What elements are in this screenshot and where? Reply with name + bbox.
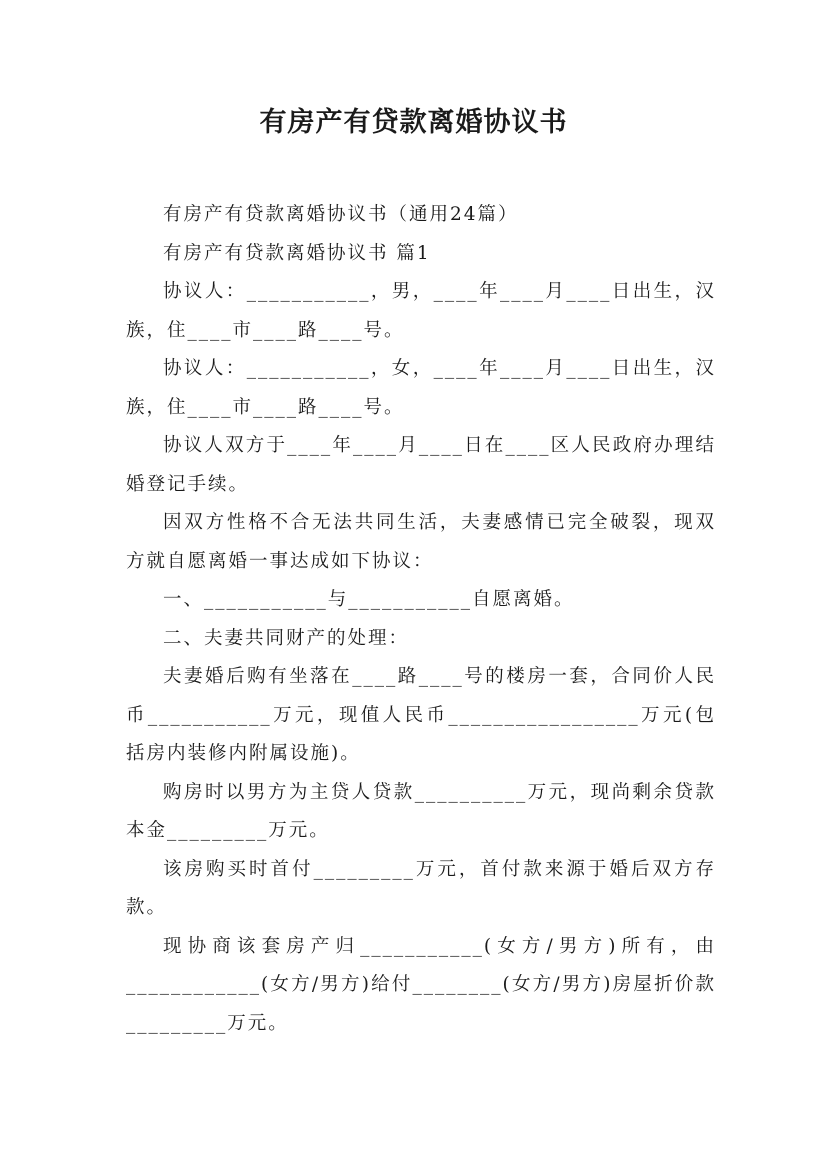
loan-paragraph: 购房时以男方为主贷人贷款__________万元，现尚剩余贷款本金_________万元。	[126, 781, 716, 841]
clause-one: 一、___________与___________自愿离婚。	[163, 589, 575, 610]
subtitle-line: 有房产有贷款离婚协议书（通用24篇）	[163, 204, 519, 225]
property-paragraph: 夫妻婚后购有坐落在____路____号的楼房一套，合同价人民币___________万元，现值人民币_________________万元(包括房内装修内附属设施)。	[126, 666, 716, 764]
party-female-paragraph: 协议人：___________，女，____年____月____日出生，汉族，住____市____路____号。	[126, 358, 716, 418]
marriage-registration-paragraph: 协议人双方于____年____月____日在____区人民政府办理结婚登记手续。	[126, 435, 716, 495]
ownership-paragraph: 现协商该套房产归___________(女方/男方)所有，由____________(女方/男方)给付________(女方/男方)房屋折价款_________万元。	[126, 935, 716, 1034]
party-male-paragraph: 协议人：___________，男，____年____月____日出生，汉族，住____市____路____号。	[126, 281, 716, 341]
divorce-reason-paragraph: 因双方性格不合无法共同生活，夫妻感情已完全破裂，现双方就自愿离婚一事达成如下协议：	[126, 512, 716, 572]
section-heading: 有房产有贷款离婚协议书 篇1	[163, 242, 431, 264]
clause-two-heading: 二、夫妻共同财产的处理：	[163, 627, 410, 649]
document-title: 有房产有贷款离婚协议书	[259, 107, 568, 138]
down-payment-paragraph: 该房购买时首付_________万元，首付款来源于婚后双方存款。	[126, 858, 716, 918]
document-body	[126, 196, 716, 1043]
